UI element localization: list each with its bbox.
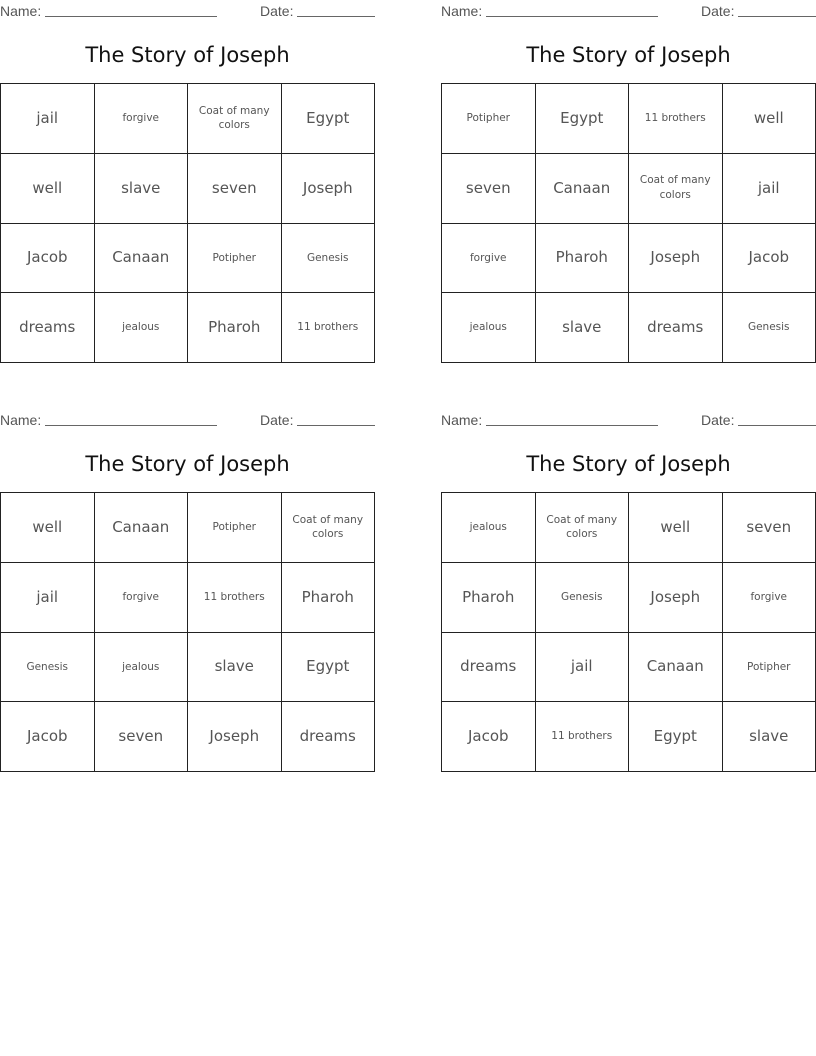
- bingo-cell: Genesis: [536, 563, 630, 633]
- date-label: Date:: [260, 3, 294, 19]
- bingo-cell: Egypt: [629, 702, 723, 772]
- bingo-cell: Joseph: [629, 224, 723, 294]
- bingo-cell: Egypt: [282, 84, 376, 154]
- name-label: Name:: [441, 412, 483, 428]
- bingo-cell: jail: [1, 84, 95, 154]
- card-header: [441, 411, 816, 429]
- bingo-cell: Joseph: [188, 702, 282, 772]
- bingo-grid: [0, 492, 375, 772]
- bingo-cell: 11 brothers: [282, 293, 376, 363]
- bingo-cell: jail: [723, 154, 816, 224]
- bingo-cell: Jacob: [442, 702, 536, 772]
- bingo-cell: Canaan: [95, 224, 189, 294]
- bingo-cell: Pharoh: [188, 293, 282, 363]
- bingo-cell: Pharoh: [282, 563, 376, 633]
- card-header: [0, 2, 375, 20]
- bingo-cell: dreams: [629, 293, 723, 363]
- bingo-cell: Coat of many colors: [536, 493, 630, 563]
- bingo-cell: dreams: [442, 633, 536, 703]
- bingo-grid: [0, 83, 375, 363]
- card-title: The Story of Joseph: [85, 452, 290, 476]
- bingo-cell: Coat of many colors: [629, 154, 723, 224]
- bingo-cell: dreams: [282, 702, 376, 772]
- name-label: Name:: [0, 3, 42, 19]
- bingo-cell: jealous: [95, 293, 189, 363]
- bingo-cell: Pharoh: [442, 563, 536, 633]
- bingo-cell: Joseph: [282, 154, 376, 224]
- bingo-cell: jealous: [95, 633, 189, 703]
- name-label: Name:: [441, 3, 483, 19]
- date-field-line: [297, 425, 375, 426]
- bingo-cell: forgive: [442, 224, 536, 294]
- card-title: The Story of Joseph: [526, 452, 731, 476]
- bingo-cell: Potipher: [442, 84, 536, 154]
- bingo-cell: Potipher: [188, 493, 282, 563]
- bingo-cell: Jacob: [1, 224, 95, 294]
- bingo-cell: Jacob: [723, 224, 816, 294]
- date-field-line: [297, 16, 375, 17]
- bingo-cell: slave: [95, 154, 189, 224]
- bingo-cell: 11 brothers: [188, 563, 282, 633]
- bingo-cell: jealous: [442, 493, 536, 563]
- bingo-cell: Genesis: [282, 224, 376, 294]
- bingo-cell: Jacob: [1, 702, 95, 772]
- card-title: The Story of Joseph: [85, 43, 290, 67]
- name-field-line: [486, 425, 658, 426]
- bingo-cell: Canaan: [629, 633, 723, 703]
- card-header: [441, 2, 816, 20]
- bingo-grid: [441, 83, 816, 363]
- bingo-cell: Potipher: [723, 633, 816, 703]
- name-field-line: [45, 425, 217, 426]
- bingo-cell: seven: [95, 702, 189, 772]
- bingo-cell: Joseph: [629, 563, 723, 633]
- date-label: Date:: [701, 3, 735, 19]
- bingo-cell: Canaan: [536, 154, 630, 224]
- bingo-cell: dreams: [1, 293, 95, 363]
- bingo-cell: well: [723, 84, 816, 154]
- bingo-cell: forgive: [95, 84, 189, 154]
- bingo-cell: seven: [188, 154, 282, 224]
- bingo-cell: forgive: [95, 563, 189, 633]
- bingo-cell: slave: [723, 702, 816, 772]
- bingo-cell: seven: [442, 154, 536, 224]
- bingo-cell: well: [1, 493, 95, 563]
- name-label: Name:: [0, 412, 42, 428]
- bingo-cell: 11 brothers: [536, 702, 630, 772]
- card-header: [0, 411, 375, 429]
- bingo-cell: well: [629, 493, 723, 563]
- date-field-line: [738, 425, 816, 426]
- bingo-cell: Pharoh: [536, 224, 630, 294]
- name-field-line: [486, 16, 658, 17]
- bingo-cell: 11 brothers: [629, 84, 723, 154]
- bingo-cell: Canaan: [95, 493, 189, 563]
- bingo-cell: well: [1, 154, 95, 224]
- card-title: The Story of Joseph: [526, 43, 731, 67]
- date-label: Date:: [701, 412, 735, 428]
- bingo-cell: seven: [723, 493, 816, 563]
- bingo-grid: [441, 492, 816, 772]
- bingo-cell: slave: [188, 633, 282, 703]
- bingo-cell: Coat of many colors: [188, 84, 282, 154]
- bingo-cell: jealous: [442, 293, 536, 363]
- date-field-line: [738, 16, 816, 17]
- bingo-cell: jail: [1, 563, 95, 633]
- bingo-cell: slave: [536, 293, 630, 363]
- bingo-cell: Genesis: [1, 633, 95, 703]
- date-label: Date:: [260, 412, 294, 428]
- bingo-cell: Genesis: [723, 293, 816, 363]
- bingo-cell: Potipher: [188, 224, 282, 294]
- bingo-cell: forgive: [723, 563, 816, 633]
- name-field-line: [45, 16, 217, 17]
- bingo-cell: Egypt: [282, 633, 376, 703]
- bingo-cell: jail: [536, 633, 630, 703]
- bingo-cell: Egypt: [536, 84, 630, 154]
- bingo-cell: Coat of many colors: [282, 493, 376, 563]
